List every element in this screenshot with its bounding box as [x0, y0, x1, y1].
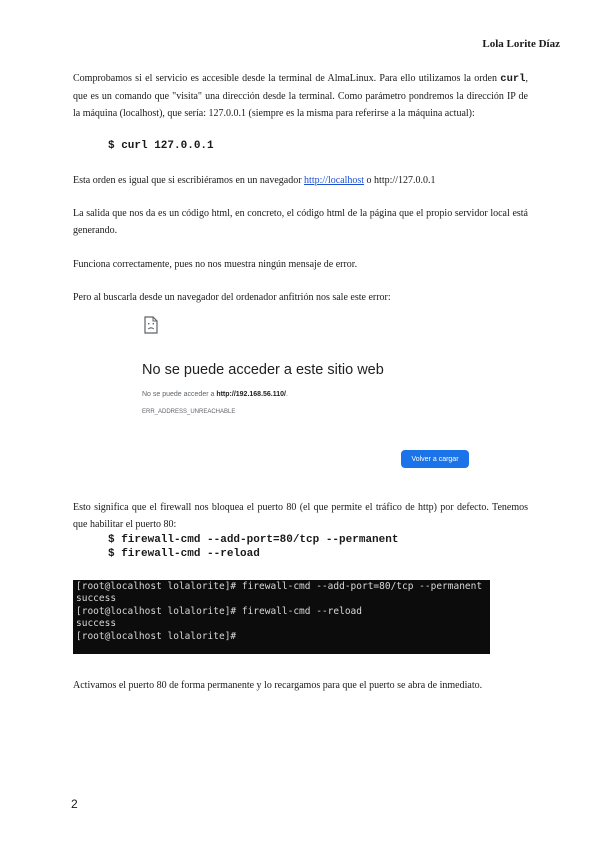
paragraph-works: Funciona correctamente, pues no nos muestra ningún mensaje de error. — [73, 259, 358, 270]
command-firewall-reload: $ firewall-cmd --reload — [108, 548, 260, 560]
inline-code-curl: curl — [500, 73, 526, 85]
paragraph-curl-intro — [73, 70, 528, 122]
terminal-line: [root@localhost lolalorite]# firewall-cmd --add-port=80/tcp --permanent — [76, 581, 483, 592]
paragraph-activate: Activamos el puerto 80 de forma permanente y lo recargamos para que el puerto se abra de inmediato. — [73, 680, 483, 691]
terminal-line: success — [76, 593, 117, 605]
paragraph-text: o http://127.0.0.1 — [364, 175, 436, 186]
error-subtitle-suffix: . — [285, 391, 288, 398]
localhost-link[interactable]: http://localhost — [304, 175, 365, 186]
error-code: ERR_ADDRESS_UNREACHABLE — [142, 409, 236, 415]
paragraph-host-error: Pero al buscarla desde un navegador del ordenador anfitrión nos sale este error: — [73, 292, 391, 303]
command-firewall-add: $ firewall-cmd --add-port=80/tcp --permanent — [108, 534, 399, 546]
terminal-line: [root@localhost lolalorite]# firewall-cmd --reload — [76, 605, 362, 617]
reload-button[interactable]: Volver a cargar — [401, 450, 469, 468]
paragraph-text: Comprobamos si el servicio es accesible desde la terminal de AlmaLinux. Para ello utilizamos la orden — [73, 73, 501, 84]
command-curl: $ curl 127.0.0.1 — [108, 140, 214, 152]
paragraph-text: , que es un comando que "visita" una dirección desde la terminal. Como parámetro pondremos la dirección IP de la máquina (localhost), que sería: 127.0.0.1 (siempre es la misma para referirse a la máquina actual): — [73, 73, 528, 119]
paragraph-browser-equivalent — [73, 172, 528, 189]
browser-error-screenshot — [140, 312, 500, 472]
error-title: No se puede acceder a este sitio web — [142, 362, 384, 378]
header-author: Lola Lorite Díaz — [482, 38, 560, 50]
error-subtitle — [142, 391, 288, 398]
paragraph-text: Esta orden es igual que si escribiéramos en un navegador — [73, 175, 305, 186]
sad-page-icon — [144, 316, 158, 334]
paragraph-html-output: La salida que nos da es un código html, en concreto, el código html de la página que el propio servidor local está generando. — [73, 208, 528, 236]
terminal-screenshot — [73, 580, 490, 654]
terminal-line: success — [76, 618, 117, 630]
error-subtitle-text: No se puede acceder a — [142, 391, 217, 398]
paragraph-firewall: Esto significa que el firewall nos bloquea el puerto 80 (el que permite el tráfico de http) por defecto. Tenemos que habilitar el puerto 80: — [73, 502, 528, 530]
terminal-line: [root@localhost lolalorite]# — [76, 630, 242, 642]
page-number: 2 — [71, 797, 78, 811]
error-url: http://192.168.56.110/ — [216, 391, 286, 398]
